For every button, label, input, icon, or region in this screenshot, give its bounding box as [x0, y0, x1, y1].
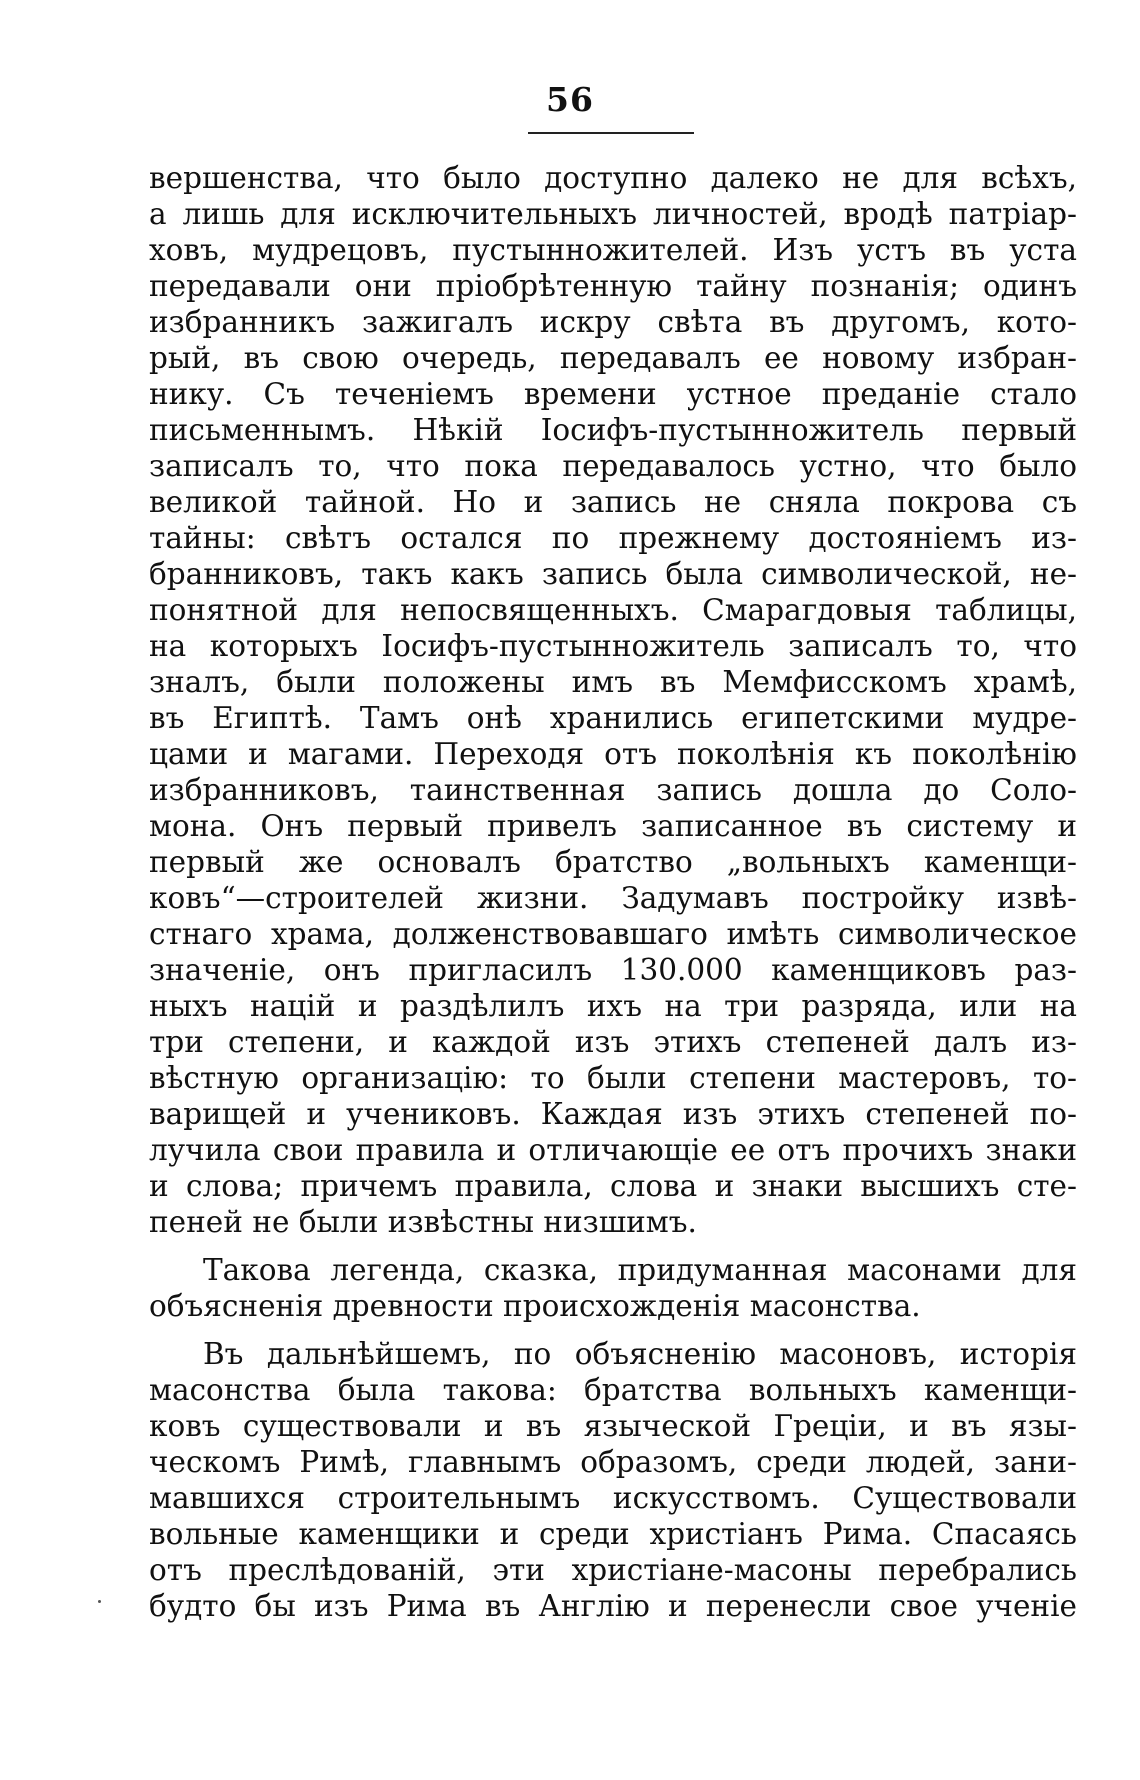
paragraph-gap [149, 1240, 1077, 1252]
text-line: варищей и учениковъ. Каждая изъ этихъ степеней по- [149, 1097, 1077, 1131]
text-line: стнаго храма, долженствовавшаго имѣть символическое [149, 917, 1077, 951]
text-line: великой тайной. Но и запись не сняла покрова съ [149, 485, 1077, 519]
text-line: избранникъ зажигалъ искру свѣта въ другомъ, кото- [149, 305, 1077, 339]
text-line: зналъ, были положены имъ въ Мемфисскомъ храмѣ, [149, 665, 1077, 699]
text-line: Такова легенда, сказка, придуманная масонами для [203, 1253, 1077, 1287]
text-line: ныхъ націй и раздѣлилъ ихъ на три разряда, или на [149, 989, 1077, 1023]
text-line: передавали они пріобрѣтенную тайну познанія; одинъ [149, 269, 1077, 303]
text-line: избранниковъ, таинственная запись дошла до Соло- [149, 773, 1077, 807]
paragraph [149, 1252, 1077, 1324]
scan-speck [98, 1600, 101, 1603]
text-line: а лишь для исключительныхъ личностей, вродѣ патріар- [149, 197, 1077, 231]
text-line: будто бы изъ Рима въ Англію и перенесли свое ученіе [149, 1589, 1077, 1623]
text-line: три степени, и каждой изъ этихъ степеней далъ из- [149, 1025, 1077, 1059]
text-line: нику. Съ теченіемъ времени устное преданіе стало [149, 377, 1077, 411]
body-text [149, 160, 1077, 1624]
text-line: значеніе, онъ пригласилъ 130.000 каменщиковъ раз- [149, 953, 1077, 987]
text-line: первый же основалъ братство „вольныхъ каменщи- [149, 845, 1077, 879]
text-line: записалъ то, что пока передавалось устно, что было [149, 449, 1077, 483]
text-line: понятной для непосвященныхъ. Смарагдовыя таблицы, [149, 593, 1077, 627]
paragraph [149, 1336, 1077, 1624]
text-line: бранниковъ, такъ какъ запись была символической, не- [149, 557, 1077, 591]
text-line: въ Египтѣ. Тамъ онѣ хранились египетскими мудре- [149, 701, 1077, 735]
text-line: отъ преслѣдованій, эти христіане-масоны перебрались [149, 1553, 1077, 1587]
paragraph-gap [149, 1324, 1077, 1336]
text-line: вѣстную организацію: то были степени мастеровъ, то- [149, 1061, 1077, 1095]
text-line: тайны: свѣтъ остался по прежнему достояніемъ из- [149, 521, 1077, 555]
text-line: Въ дальнѣйшемъ, по объясненію масоновъ, исторія [203, 1337, 1077, 1371]
text-line: на которыхъ Іосифъ-пустынножитель записалъ то, что [149, 629, 1077, 663]
text-line: ковъ“—строителей жизни. Задумавъ постройку извѣ- [149, 881, 1077, 915]
text-line: письменнымъ. Нѣкій Іосифъ-пустынножитель первый [149, 413, 1077, 447]
header-rule [528, 132, 694, 134]
text-line: ховъ, мудрецовъ, пустынножителей. Изъ устъ въ уста [149, 233, 1077, 267]
text-line: рый, въ свою очередь, передавалъ ее новому избран- [149, 341, 1077, 375]
text-line: вершенства, что было доступно далеко не для всѣхъ, [149, 161, 1077, 195]
text-line: мона. Онъ первый привелъ записанное въ систему и [149, 809, 1077, 843]
text-line: и слова; причемъ правила, слова и знаки высшихъ сте- [149, 1169, 1077, 1203]
text-line: объясненія древности происхожденія масонства. [149, 1289, 921, 1323]
paragraph [149, 160, 1077, 1240]
text-line: вольные каменщики и среди христіанъ Рима. Спасаясь [149, 1517, 1077, 1551]
text-line: ческомъ Римѣ, главнымъ образомъ, среди людей, зани- [149, 1445, 1077, 1479]
text-line: ковъ существовали и въ языческой Греціи, и въ язы- [149, 1409, 1077, 1443]
text-line: пеней не были извѣстны низшимъ. [149, 1205, 697, 1239]
text-line: мавшихся строительнымъ искусствомъ. Существовали [149, 1481, 1077, 1515]
text-line: масонства была такова: братства вольныхъ каменщи- [149, 1373, 1077, 1407]
text-line: лучила свои правила и отличающіе ее отъ прочихъ знаки [149, 1133, 1077, 1167]
page-number: 56 [546, 80, 594, 119]
text-line: цами и магами. Переходя отъ поколѣнія къ поколѣнію [149, 737, 1077, 771]
